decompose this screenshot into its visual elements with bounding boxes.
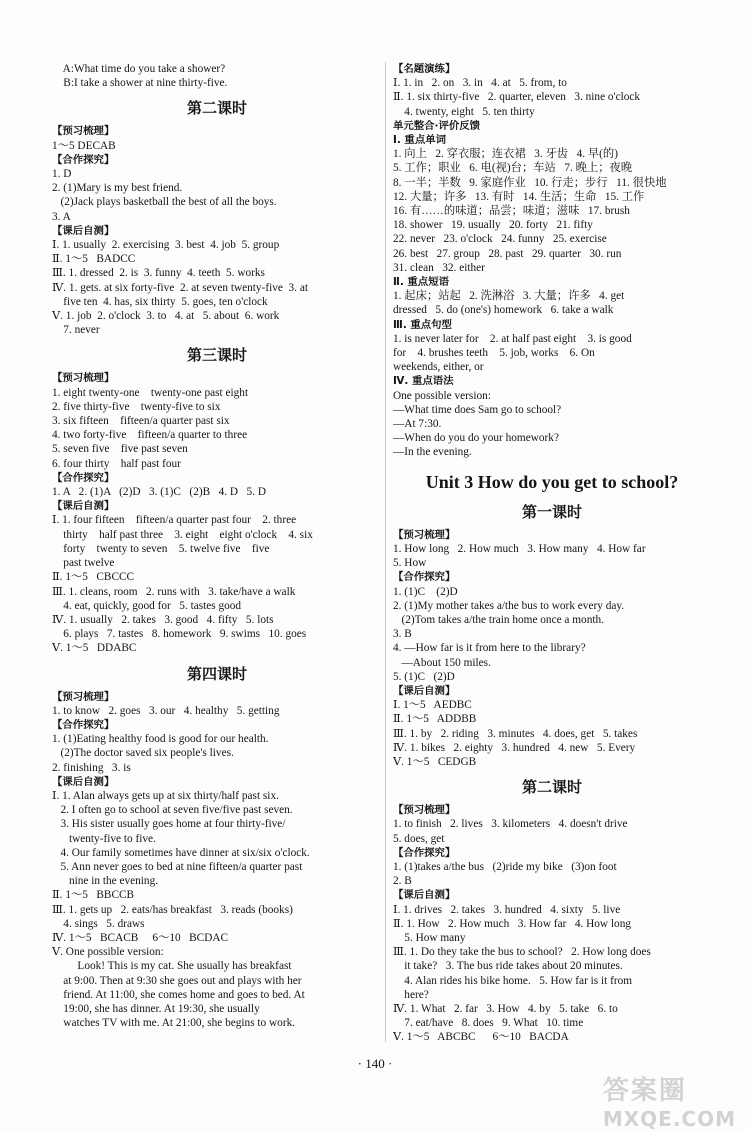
answer-line: past twelve [52, 557, 115, 570]
lesson-title: 第一课时 [521, 502, 582, 521]
answer-line: Ⅲ. 1. gets up 2. eats/has breakfast 3. reads (books) [52, 903, 293, 916]
answer-line: Ⅳ. 1. bikes 2. eighty 3. hundred 4. new 5. Every [393, 741, 636, 754]
section-heading: Ⅳ. 重点语法 [393, 375, 454, 388]
section-heading: 【预习梳理】 [52, 125, 115, 138]
section-heading: 【预习梳理】 [52, 372, 115, 385]
watermark-logo-text: 答案圈 [602, 1076, 687, 1106]
answer-line: Ⅴ. 1～5 ABCBC 6～10 BACDA [393, 1031, 569, 1044]
answer-line: Ⅲ. 1. by 2. riding 3. minutes 4. does, get 5. takes [393, 727, 638, 740]
section-heading: 【预习梳理】 [393, 528, 456, 541]
answer-line: Ⅳ. 1～5 BCACB 6～10 BCDAC [52, 931, 229, 944]
section-heading: 【名题演练】 [393, 63, 456, 75]
answer-line: 3. His sister usually goes home at four thirty-five/ [52, 818, 286, 831]
answer-line: 4. eat, quickly, good for 5. tastes good [52, 599, 242, 612]
answer-line: Ⅲ. 1. Do they take the bus to school? 2. How long does [393, 946, 651, 959]
answer-line: —In the evening. [393, 446, 472, 459]
answer-line: 1. 起床；站起 2. 洗淋浴 3. 大量；许多 4. get [393, 290, 625, 303]
answer-line: 2. I often go to school at seven five/five past seven. [52, 804, 293, 817]
answer-line: —When do you do your homework? [393, 432, 559, 445]
answer-line: 1. A 2. (1)A (2)D 3. (1)C (2)B 4. D 5. D [52, 486, 267, 499]
answer-line: forty twenty to seven 5. twelve five five [52, 542, 270, 555]
answer-line: Ⅰ. 1. four fifteen fifteen/a quarter past four 2. three [52, 514, 297, 527]
answer-line: Ⅰ. 1. Alan always gets up at six thirty/half past six. [52, 789, 279, 802]
column-divider [385, 62, 386, 1042]
left-column [52, 62, 382, 1030]
answer-line: 5. How [393, 557, 427, 570]
answer-line: 1. (1)Eating healthy food is good for our health. [52, 733, 269, 746]
section-heading: 【课后自测】 [393, 684, 456, 697]
answer-line: Ⅲ. 1. cleans, room 2. runs with 3. take/have a walk [52, 585, 296, 598]
section-heading: 【合作探究】 [393, 846, 456, 859]
answer-line: 6. plays 7. tastes 8. homework 9. swims 10. goes [52, 628, 307, 641]
answer-line: Ⅱ. 1～5 BADCC [52, 253, 136, 266]
answer-line: 3. six fifteen fifteen/a quarter past six [52, 415, 230, 428]
answer-line: 7. eat/have 8. does 9. What 10. time [393, 1017, 584, 1030]
answer-line: 2. (1)Mary is my best friend. [52, 182, 183, 195]
answer-line: Ⅰ. 1. in 2. on 3. in 4. at 5. from, to [393, 77, 567, 90]
right-column [393, 62, 711, 1045]
answer-line: 12. 大量；许多 13. 有时 14. 生活；生命 15. 工作 [393, 190, 645, 203]
answer-line: —At 7:30. [393, 418, 442, 431]
section-heading: Ⅰ. 重点单词 [393, 134, 446, 147]
answer-line: 4. —How far is it from here to the library? [393, 642, 586, 655]
answer-line: (2)Tom takes a/the train home once a month. [393, 613, 604, 626]
answer-line: 16. 有……的味道；品尝；味道；滋味 17. brush [393, 205, 630, 218]
answer-line: for 4. brushes teeth 5. job, works 6. On [393, 347, 595, 360]
answer-line: 5. 工作；职业 6. 电(视)台；车站 7. 晚上；夜晚 [393, 162, 633, 175]
answer-line: A:What time do you take a shower? [52, 63, 226, 75]
section-heading: 【课后自测】 [52, 775, 115, 788]
section-heading: 【合作探究】 [52, 153, 115, 166]
answer-line: 1～5 DECAB [52, 139, 116, 152]
section-heading: 【预习梳理】 [52, 690, 115, 703]
unit-title: Unit 3 How do you get to school? [425, 471, 679, 492]
answer-line: Ⅱ. 1～5 CBCCC [52, 571, 135, 584]
answer-line: weekends, either, or [393, 361, 484, 374]
section-heading: 【合作探究】 [52, 471, 115, 484]
answer-line: 1. How long 2. How much 3. How many 4. How far [393, 542, 646, 555]
section-heading: Ⅱ. 重点短语 [393, 276, 449, 289]
answer-line: at 9:00. Then at 9:30 she goes out and plays with her [52, 974, 302, 987]
answer-line: 5. Ann never goes to bed at nine fifteen/a quarter past [52, 860, 303, 873]
answer-line: Ⅳ. 1. What 2. far 3. How 4. by 5. take 6. to [393, 1002, 618, 1015]
section-heading: 【课后自测】 [52, 500, 115, 513]
answer-line: 4. sings 5. draws [52, 917, 145, 930]
answer-line: 5. How many [393, 931, 466, 944]
answer-line: 2. five thirty-five twenty-five to six [52, 400, 221, 413]
answer-line: 18. shower 19. usually 20. forty 21. fifty [393, 219, 593, 232]
answer-line: thirty half past three 3. eight eight o'clock 4. six [52, 528, 313, 541]
answer-line: Ⅳ. 1. gets. at six forty-five 2. at seven twenty-five 3. at [52, 281, 308, 294]
answer-line: (2)The doctor saved six people's lives. [52, 747, 234, 760]
answer-line: 1. (1)C (2)D [393, 585, 458, 598]
answer-line: 2. finishing 3. is [52, 761, 131, 774]
answer-line: B:I take a shower at nine thirty-five. [52, 77, 228, 90]
answer-line: here? [393, 988, 429, 1001]
answer-line: it take? 3. The bus ride takes about 20 minutes. [393, 960, 623, 973]
answer-line: nine in the evening. [52, 875, 159, 888]
answer-line: 1. eight twenty-one twenty-one past eight [52, 386, 249, 399]
answer-line: 1. to know 2. goes 3. our 4. healthy 5. getting [52, 704, 280, 717]
answer-line: 4. two forty-five fifteen/a quarter to three [52, 429, 248, 442]
answer-line: friend. At 11:00, she comes home and goes to bed. At [52, 988, 305, 1001]
answer-line: One possible version: [393, 389, 491, 402]
answer-line: Ⅰ. 1～5 AEDBC [393, 699, 472, 712]
section-heading: Ⅲ. 重点句型 [393, 318, 452, 331]
answer-line: 4. twenty, eight 5. ten thirty [393, 105, 535, 118]
answer-line: 1. to finish 2. lives 3. kilometers 4. doesn't drive [393, 818, 628, 831]
answer-line: 5. seven five five past seven [52, 443, 188, 456]
answer-line: 5. does, get [393, 832, 445, 845]
answer-line: 4. Our family sometimes have dinner at six/six o'clock. [52, 846, 310, 859]
answer-line: Ⅴ. 1. job 2. o'clock 3. to 4. at 5. about 6. work [52, 310, 280, 323]
answer-line: watches TV with me. At 21:00, she begins to work. [52, 1017, 296, 1030]
watermark-url: MXQE.COM [602, 1107, 736, 1131]
answer-line: Ⅳ. 1. usually 2. takes 3. good 4. fifty 5. lots [52, 613, 274, 626]
answer-line: 1. 向上 2. 穿衣服；连衣裙 3. 牙齿 4. 早(的) [393, 148, 618, 161]
answer-line: 8. 一半；半数 9. 家庭作业 10. 行走；步行 11. 很快地 [393, 176, 667, 189]
answer-line: five ten 4. has, six thirty 5. goes, ten o'clock [52, 295, 268, 308]
answer-line: 5. (1)C (2)D [393, 670, 455, 683]
section-heading: 单元整合·评价反馈 [393, 119, 481, 132]
section-heading: 【预习梳理】 [393, 804, 456, 817]
section-heading: 【合作探究】 [393, 571, 456, 584]
answer-line: 7. never [52, 324, 100, 337]
answer-line: 1. (1)takes a/the bus (2)ride my bike (3)on foot [393, 860, 617, 873]
lesson-title: 第四课时 [186, 664, 247, 683]
answer-line: Ⅰ. 1. usually 2. exercising 3. best 4. job 5. group [52, 239, 280, 252]
answer-line: Ⅴ. 1～5 DDABC [52, 642, 137, 655]
answer-line: 31. clean 32. either [393, 261, 485, 274]
lesson-title: 第二课时 [186, 99, 247, 118]
answer-line: 22. never 23. o'clock 24. funny 25. exercise [393, 233, 607, 246]
answer-line: Ⅱ. 1～5 BBCCB [52, 889, 135, 902]
answer-line: 19:00, she has dinner. At 19:30, she usually [52, 1002, 260, 1015]
lesson-title: 第二课时 [521, 778, 582, 797]
section-heading: 【课后自测】 [52, 224, 115, 237]
answer-line: 2. B [393, 875, 412, 888]
answer-line: Ⅱ. 1. How 2. How much 3. How far 4. How long [393, 917, 631, 930]
answer-line: 3. B [393, 628, 412, 641]
lesson-title: 第三课时 [186, 346, 247, 365]
watermark-logo [603, 1070, 736, 1131]
answer-line: Ⅲ. 1. dressed 2. is 3. funny 4. teeth 5. works [52, 267, 265, 280]
answer-line: 2. (1)My mother takes a/the bus to work every day. [393, 599, 625, 612]
answer-line: Ⅱ. 1. six thirty-five 2. quarter, eleven 3. nine o'clock [393, 91, 641, 104]
answer-line: (2)Jack plays basketball the best of all the boys. [52, 196, 277, 209]
answer-line: twenty-five to five. [52, 832, 156, 845]
answer-line: 6. four thirty half past four [52, 457, 181, 470]
answer-line: Ⅴ. 1～5 CEDGB [393, 755, 477, 768]
answer-line: 3. A [52, 210, 71, 223]
answer-line: dressed 5. do (one's) homework 6. take a walk [393, 304, 614, 317]
answer-line: Ⅰ. 1. drives 2. takes 3. hundred 4. sixty 5. live [393, 903, 621, 916]
page-number: · 140 · [357, 1056, 393, 1071]
answer-line: 4. Alan rides his bike home. 5. How far is it from [393, 974, 633, 987]
answer-line: —What time does Sam go to school? [393, 403, 562, 416]
answer-line: 1. is never later for 2. at half past eight 3. is good [393, 332, 632, 345]
answer-line: Ⅱ. 1～5 ADDBB [393, 713, 477, 726]
section-heading: 【合作探究】 [52, 718, 115, 731]
answer-line: —About 150 miles. [393, 656, 491, 669]
answer-line: 26. best 27. group 28. past 29. quarter 30. run [393, 247, 622, 260]
section-heading: 【课后自测】 [393, 889, 456, 902]
answer-line: Ⅴ. One possible version: [52, 946, 164, 959]
answer-line: Look! This is my cat. She usually has breakfast [52, 960, 292, 973]
answer-line: 1. D [52, 168, 72, 181]
